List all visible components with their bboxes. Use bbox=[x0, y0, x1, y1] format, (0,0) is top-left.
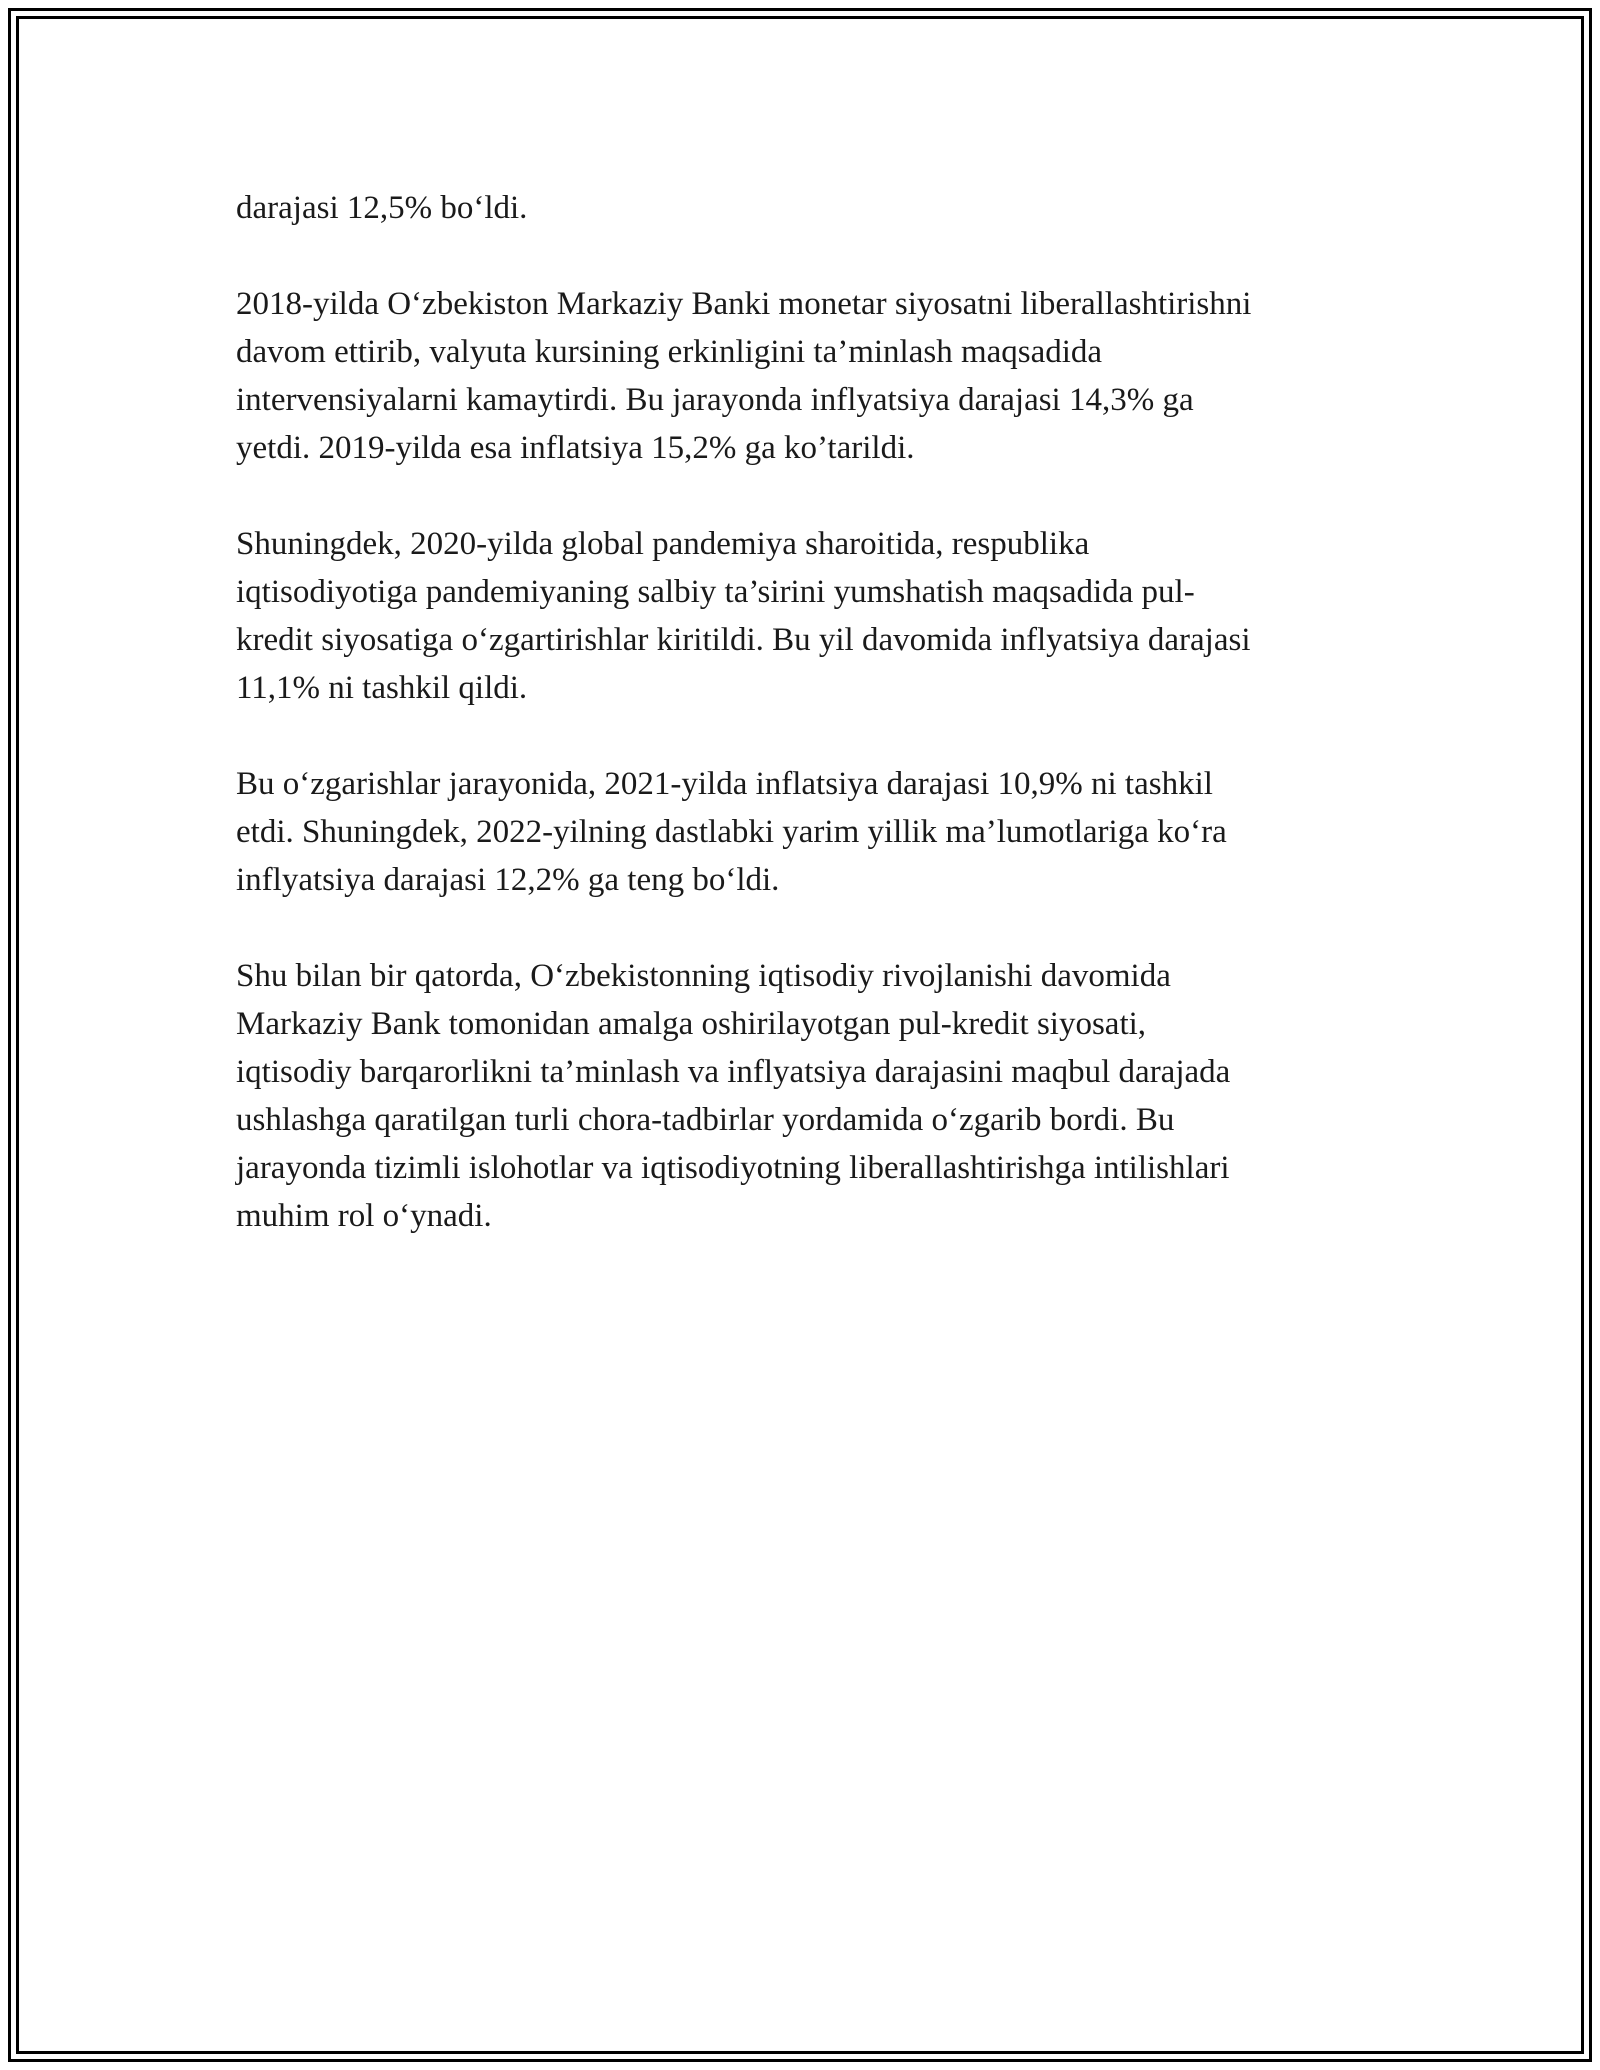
paragraph-1 bbox=[236, 184, 1396, 232]
text-line: 2018-yilda O‘zbekiston Markaziy Banki monetar siyosatni liberallashtirishni bbox=[236, 286, 1252, 322]
text-line: iqtisodiyotiga pandemiyaning salbiy ta’sirini yumshatish maqsadida pul- bbox=[236, 574, 1195, 610]
text-line: iqtisodiy barqarorlikni ta’minlash va inflyatsiya darajasini maqbul darajada bbox=[236, 1054, 1231, 1090]
text-line: darajasi 12,5% bo‘ldi. bbox=[236, 190, 528, 226]
text-line: 11,1% ni tashkil qildi. bbox=[236, 670, 528, 706]
text-line: ushlashga qaratilgan turli chora-tadbirlar yordamida o‘zgarib bordi. Bu bbox=[236, 1102, 1175, 1138]
paragraph-2 bbox=[236, 280, 1396, 472]
text-line: kredit siyosatiga o‘zgartirishlar kiritildi. Bu yil davomida inflyatsiya darajasi bbox=[236, 622, 1251, 658]
text-line: davom ettirib, valyuta kursining erkinligini ta’minlash maqsadida bbox=[236, 334, 1103, 370]
paragraph-5 bbox=[236, 952, 1396, 1240]
paragraph-3 bbox=[236, 520, 1396, 712]
text-line: muhim rol o‘ynadi. bbox=[236, 1198, 492, 1234]
text-line: Shu bilan bir qatorda, O‘zbekistonning iqtisodiy rivojlanishi davomida bbox=[236, 958, 1171, 994]
text-line: Bu o‘zgarishlar jarayonida, 2021-yilda inflatsiya darajasi 10,9% ni tashkil bbox=[236, 766, 1213, 802]
text-line: inflyatsiya darajasi 12,2% ga teng bo‘ldi. bbox=[236, 862, 780, 898]
paragraph-4 bbox=[236, 760, 1396, 904]
text-line: Markaziy Bank tomonidan amalga oshirilayotgan pul-kredit siyosati, bbox=[236, 1006, 1147, 1042]
text-line: Shuningdek, 2020-yilda global pandemiya sharoitida, respublika bbox=[236, 526, 1090, 562]
text-line: yetdi. 2019-yilda esa inflatsiya 15,2% ga ko’tarildi. bbox=[236, 430, 915, 466]
text-line: intervensiyalarni kamaytirdi. Bu jarayonda inflyatsiya darajasi 14,3% ga bbox=[236, 382, 1194, 418]
text-line: jarayonda tizimli islohotlar va iqtisodiyotning liberallashtirishga intilishlari bbox=[236, 1150, 1230, 1186]
text-line: etdi. Shuningdek, 2022-yilning dastlabki yarim yillik ma’lumotlariga ko‘ra bbox=[236, 814, 1227, 850]
document-body bbox=[236, 184, 1396, 1288]
